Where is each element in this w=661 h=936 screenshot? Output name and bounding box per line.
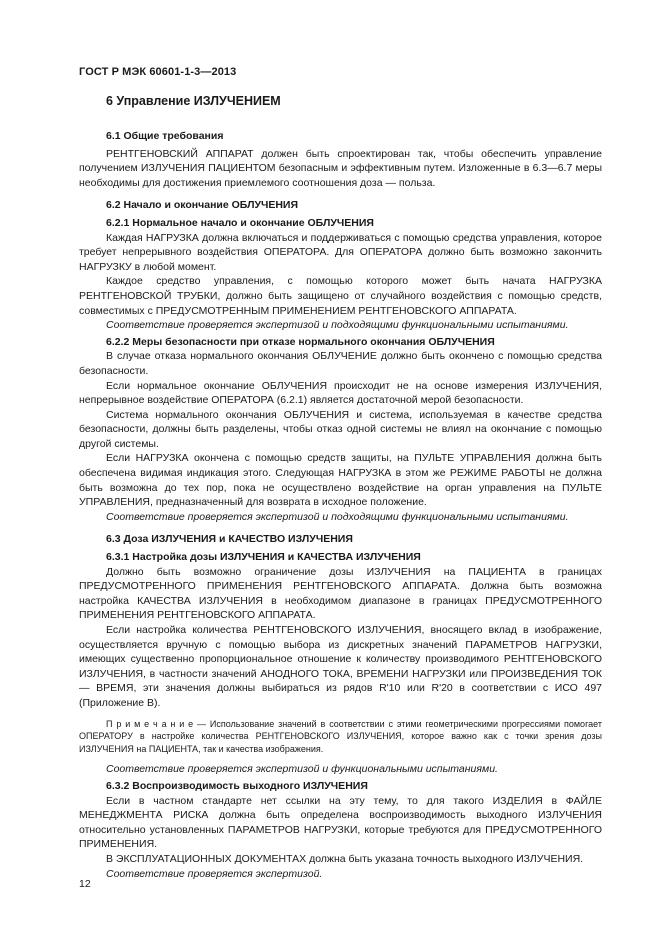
subsection-heading: 6.2 Начало и окончание ОБЛУЧЕНИЯ bbox=[106, 199, 299, 212]
clause-heading: 6.3.2 Воспроизводимость выходного ИЗЛУЧЕНИЯ bbox=[106, 779, 368, 792]
page-number: 12 bbox=[79, 878, 91, 890]
compliance-statement: Соответствие проверяется экспертизой и функциональными испытаниями. bbox=[106, 763, 498, 776]
paragraph: Если в частном стандарте нет ссылки на эту тему, то для такого ИЗДЕЛИЯ в ФАЙЛЕ МЕНЕДЖМЕНТА РИСКА должна быть определена воспроизводимость выходного ИЗЛУЧЕНИЯ относительно установленных ПАРАМЕТРОВ НАГРУЗКИ, которые требуются для ПРЕДУСМОТРЕННОГО ПРИМЕНЕНИЯ. bbox=[79, 794, 602, 851]
note: П р и м е ч а н и е — Использование значений в соответствии с этими геометрическими прогрессиями помогает ОПЕРАТОРУ в настройке количества РЕНТГЕНОВСКОГО ИЗЛУЧЕНИЯ, которое важно как с точки зрения дозы ИЗЛУЧЕНИЯ на ПАЦИЕНТА, так и качества изображения. bbox=[79, 718, 602, 754]
compliance-statement: Соответствие проверяется экспертизой и подходящими функциональными испытаниями. bbox=[106, 510, 569, 523]
paragraph: Каждое средство управления, с помощью которого может быть начата НАГРУЗКА РЕНТГЕНОВСКОЙ ТРУБКИ, должно быть защищено от случайного воздействия с помощью средств, совместимых с ПРЕДУСМОТРЕННЫМ ПРИМЕНЕНИЕМ РЕНТГЕНОВСКОГО АППАРАТА. bbox=[79, 275, 602, 317]
paragraph: В случае отказа нормального окончания ОБЛУЧЕНИЕ должно быть окончено с помощью средства безопасности. bbox=[79, 350, 602, 377]
document-body bbox=[79, 126, 602, 883]
clause-heading: 6.2.2 Меры безопасности при отказе нормального окончания ОБЛУЧЕНИЯ bbox=[106, 335, 495, 348]
section-title: 6 Управление ИЗЛУЧЕНИЕМ bbox=[106, 94, 281, 108]
subsection-heading: 6.3 Доза ИЗЛУЧЕНИЯ и КАЧЕСТВО ИЗЛУЧЕНИЯ bbox=[106, 533, 353, 546]
compliance-statement: Соответствие проверяется экспертизой. bbox=[106, 867, 323, 880]
paragraph: Должно быть возможно ограничение дозы ИЗЛУЧЕНИЯ на ПАЦИЕНТА в границах ПРЕДУСМОТРЕННОГО ПРИМЕНЕНИЯ РЕНТГЕНОВСКОГО АППАРАТА. Должна быть возможна настройка КАЧЕСТВА ИЗЛУЧЕНИЯ в необходимом диапазоне в границах ПРЕДУСМОТРЕННОГО ПРИМЕНЕНИЯ РЕНТГЕНОВСКОГО АППАРАТА. bbox=[79, 565, 602, 622]
paragraph: Система нормального окончания ОБЛУЧЕНИЯ и система, используемая в качестве средства безопасности, должны быть разделены, чтобы отказ одной системы не влиял на окончание с помощью другой системы. bbox=[79, 408, 602, 450]
paragraph: Если настройка количества РЕНТГЕНОВСКОГО ИЗЛУЧЕНИЯ, вносящего вклад в изображение, осуществляется вручную с помощью выбора из дискретных значений ПАРАМЕТРОВ НАГРУЗКИ, имеющих существенно пропорциональное отношение к количеству производимого РЕНТГЕНОВСКОГО ИЗЛУЧЕНИЯ, в частности значений АНОДНОГО ТОКА, ВРЕМЕНИ НАГРУЗКИ или ПРОИЗВЕДЕНИЯ ТОК — ВРЕМЯ, эти значения должны выбираться из рядов R'10 или R'20 в соответствии с ИСО 497 (Приложение В). bbox=[79, 624, 602, 709]
paragraph: Если нормальное окончание ОБЛУЧЕНИЯ происходит не на основе измерения ИЗЛУЧЕНИЯ, непрерывное воздействие ОПЕРАТОРА (6.2.1) является достаточной мерой безопасности. bbox=[79, 379, 602, 407]
paragraph: В ЭКСПЛУАТАЦИОННЫХ ДОКУМЕНТАХ должна быть указана точность выходного ИЗЛУЧЕНИЯ. bbox=[106, 852, 584, 865]
clause-heading: 6.2.1 Нормальное начало и окончание ОБЛУЧЕНИЯ bbox=[106, 216, 374, 229]
subsection-heading: 6.1 Общие требования bbox=[106, 130, 224, 142]
compliance-statement: Соответствие проверяется экспертизой и подходящими функциональными испытаниями. bbox=[106, 319, 569, 332]
clause-heading: 6.3.1 Настройка дозы ИЗЛУЧЕНИЯ и КАЧЕСТВА ИЗЛУЧЕНИЯ bbox=[106, 551, 421, 564]
standard-header: ГОСТ Р МЭК 60601-1-3—2013 bbox=[79, 66, 237, 78]
paragraph: РЕНТГЕНОВСКИЙ АППАРАТ должен быть спроектирован так, чтобы обеспечить управление получением ИЗЛУЧЕНИЯ ПАЦИЕНТОМ безопасным и эффективным путем. Изложенные в 6.3—6.7 меры необходимы для достижения приемлемого соотношения доза — польза. bbox=[79, 147, 602, 189]
paragraph: Каждая НАГРУЗКА должна включаться и поддерживаться с помощью средства управления, которое требует непрерывного воздействия ОПЕРАТОРА. Для ОПЕРАТОРА должно быть возможно закончить НАГРУЗКУ в любой момент. bbox=[79, 231, 602, 273]
paragraph: Если НАГРУЗКА окончена с помощью средств защиты, на ПУЛЬТЕ УПРАВЛЕНИЯ должна быть обеспечена видимая индикация этого. Следующая НАГРУЗКА в этом же РЕЖИМЕ РАБОТЫ не должна быть возможна до тех пор, пока не осуществлено воздействие на орган управления на ПУЛЬТЕ УПРАВЛЕНИЯ, предназначенный для возврата в исходное положение. bbox=[79, 452, 602, 509]
